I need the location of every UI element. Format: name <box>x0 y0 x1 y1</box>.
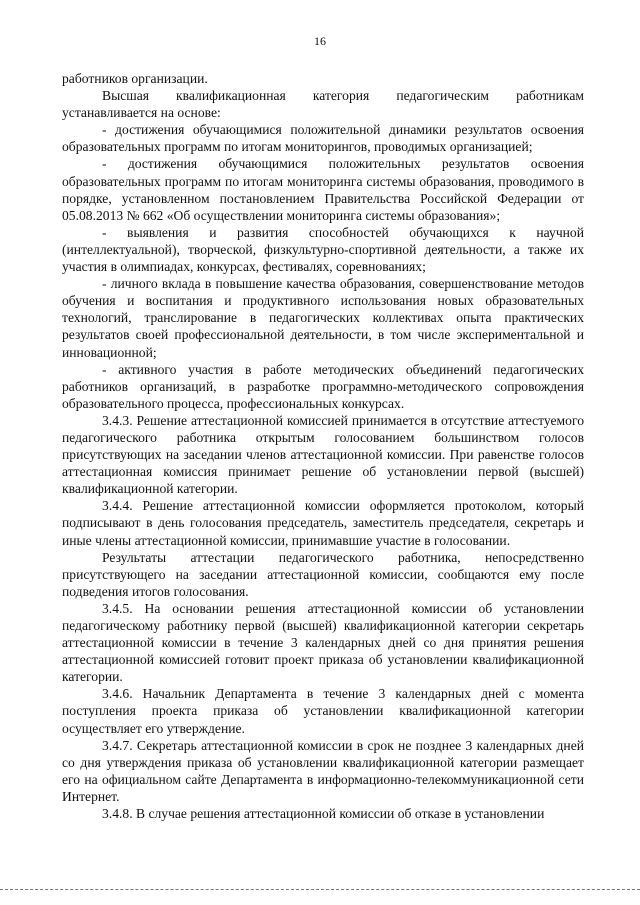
page-number: 16 <box>314 34 326 48</box>
paragraph-3-4-3: 3.4.3. Решение аттестационной комиссией принимается в отсутствие аттестуемого педагогического работника открытым голосованием большинством голосов присутствующих на заседании членов аттестационной комиссии. При равенстве голосов аттестационная комиссия принимает решение об установлении первой (высшей) квалификационной категории. <box>62 412 584 497</box>
paragraph-highest-category-intro: Высшая квалификационная категория педагогическим работникам устанавливается на основе: <box>62 88 584 121</box>
paragraph-3-4-7: 3.4.7. Секретарь аттестационной комиссии в срок не позднее 3 календарных дней со дня утверждения приказа об установлении квалификационной категории размещает его на официальном сайте Департамента в информационно-телекоммуникационной сети Интернет. <box>62 737 584 804</box>
paragraph-3-4-5: 3.4.5. На основании решения аттестационной комиссии об установлении педагогическому работнику первой (высшей) квалификационной категории секретарь аттестационной комиссии в течение 3 календарных дней со дня принятия решения аттестационной комиссией готовит проект приказа об установлении квалификационной категории. <box>62 600 584 685</box>
list-item-personal-contribution: - личного вклада в повышение качества образования, совершенствование методов обучения и воспитания и продуктивного использования новых образовательных технологий, транслирование в педагогических коллективах опыта практических результатов своей профессиональной деятельности, в том числе экспериментальной и инновационной; <box>62 276 584 360</box>
page-bottom-divider <box>0 889 640 890</box>
list-item-monitoring-dynamics: - достижения обучающимися положительной динамики результатов освоения образовательных программ по итогам мониторингов, проводимых организацией; <box>62 122 584 155</box>
paragraph-continuation: работников организации. <box>62 71 208 86</box>
list-item-abilities-development: - выявления и развития способностей обучающихся к научной (интеллектуальной), творческой, физкультурно-спортивной деятельности, а также их участия в олимпиадах, конкурсах, фестивалях, соревнованиях; <box>62 224 584 275</box>
list-item-monitoring-results: - достижения обучающимися положительных результатов освоения образовательных программ по итогам мониторинга системы образования, проводимого в порядке, установленном постановлением Правительства Российской Федерации от 05.08.2013 № 662 «Об осуществлении мониторинга системы образования»; <box>62 156 584 223</box>
list-item-methodical-participation: - активного участия в работе методических объединений педагогических работников организаций, в разработке программно-методического сопровождения образовательного процесса, профессиональных конкурсах. <box>62 361 584 411</box>
paragraph-3-4-4: 3.4.4. Решение аттестационной комиссии оформляется протоколом, который подписывают в день голосования председатель, заместитель председателя, секретарь и иные члены аттестационной комиссии, принимавшие участие в голосовании. <box>62 498 584 548</box>
paragraph-3-4-6: 3.4.6. Начальник Департамента в течение 3 календарных дней с момента поступления проекта приказа об установлении квалификационной категории осуществляет его утверждение. <box>62 686 584 736</box>
document-body <box>62 70 584 822</box>
paragraph-3-4-8: 3.4.8. В случае решения аттестационной комиссии об отказе в установлении <box>102 806 545 822</box>
paragraph-results: Результаты аттестации педагогического работника, непосредственно присутствующего на заседании аттестационной комиссии, сообщаются ему после подведения итогов голосования. <box>62 549 584 599</box>
